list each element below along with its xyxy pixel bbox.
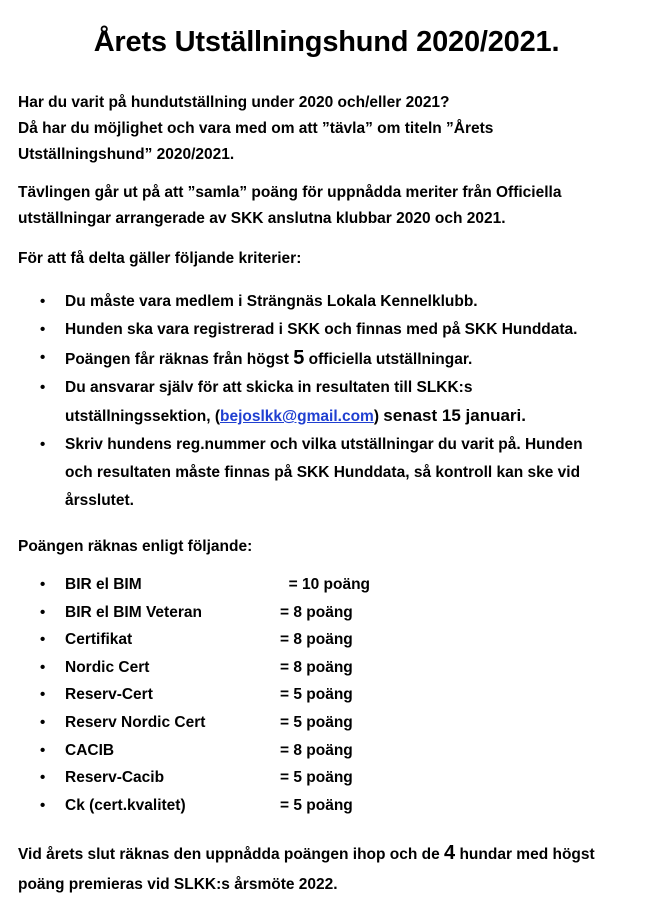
points-category: Nordic Cert: [65, 658, 150, 676]
criteria-text-line: [65, 402, 638, 431]
points-value: = 8 poäng: [280, 658, 353, 676]
bullet-icon: •: [40, 796, 46, 814]
criteria-text: ): [373, 408, 384, 425]
points-category: Reserv-Cacib: [65, 769, 165, 787]
intro-paragraph: [18, 90, 638, 168]
criteria-item: [18, 344, 638, 374]
bullet-icon: •: [40, 321, 46, 338]
points-value: = 5 poäng: [280, 713, 353, 731]
competition-line-2: utställningar arrangerade av SKK anslutna klubbar 2020 och 2021.: [18, 210, 506, 227]
criteria-text: Poängen får räknas från högst: [65, 351, 294, 368]
deadline-text: senast 15 januari.: [383, 406, 526, 425]
criteria-text: och resultaten måste finnas på SKK Hunddata, så kontroll kan ske vid: [65, 464, 581, 481]
criteria-text: Skriv hundens reg.nummer och vilka utställningar du varit på. Hunden: [65, 436, 583, 453]
criteria-text: årsslutet.: [65, 492, 134, 509]
bullet-icon: •: [40, 603, 46, 621]
points-category: BIR el BIM: [65, 576, 142, 593]
points-category: Ck (cert.kvalitet): [65, 796, 186, 814]
bullet-icon: •: [40, 686, 46, 704]
points-value: = 8 poäng: [280, 741, 353, 759]
closing-paragraph: [18, 838, 638, 900]
criteria-heading: För att få delta gäller följande kriterier:: [18, 250, 302, 267]
bullet-icon: •: [40, 349, 46, 366]
points-value: = 5 poäng: [280, 796, 353, 814]
bullet-icon: •: [40, 379, 46, 396]
points-row: [18, 599, 638, 627]
criteria-text: officiella utställningar.: [304, 351, 473, 368]
criteria-text: Du ansvarar själv för att skicka in resultaten till SLKK:s: [65, 379, 473, 396]
points-row: [18, 571, 638, 599]
points-value: = 8 poäng: [280, 603, 353, 621]
points-list: [18, 571, 638, 819]
bullet-icon: •: [40, 631, 46, 649]
max-shows-number: 5: [293, 347, 305, 369]
bullet-icon: •: [40, 658, 46, 676]
competition-line-1: Tävlingen går ut på att ”samla” poäng för uppnådda meriter från Officiella: [18, 184, 562, 201]
closing-line-2: poäng premieras vid SLKK:s årsmöte 2022.: [18, 876, 338, 893]
points-value: = 8 poäng: [280, 631, 353, 649]
criteria-text: utställningssektion, (: [65, 408, 221, 425]
email-link[interactable]: bejoslkk@gmail.com: [220, 408, 374, 425]
intro-line-1: Har du varit på hundutställning under 2020 och/eller 2021?: [18, 94, 450, 111]
closing-line-1: [18, 838, 638, 870]
bullet-icon: •: [40, 436, 46, 453]
points-category: Reserv Nordic Cert: [65, 713, 206, 731]
points-category: BIR el BIM Veteran: [65, 603, 202, 621]
points-row: [18, 792, 638, 820]
points-row: [18, 737, 638, 765]
points-category: CACIB: [65, 741, 115, 759]
points-row: [18, 709, 638, 737]
criteria-item: [18, 431, 638, 515]
top-dogs-number: 4: [444, 842, 456, 864]
competition-paragraph: [18, 180, 638, 232]
criteria-text: Hunden ska vara registrerad i SKK och finnas med på SKK Hunddata.: [65, 321, 578, 338]
criteria-item: [18, 374, 638, 431]
closing-text: hundar med högst: [455, 846, 595, 863]
bullet-icon: •: [40, 713, 46, 731]
bullet-icon: •: [40, 769, 46, 787]
points-category: Reserv-Cert: [65, 686, 153, 704]
criteria-item: [18, 316, 638, 344]
points-value: = 5 poäng: [280, 769, 353, 787]
criteria-list: [18, 288, 638, 515]
intro-line-2: Då har du möjlighet och vara med om att ”tävla” om titeln ”Årets: [18, 120, 494, 137]
bullet-icon: •: [40, 576, 46, 593]
points-row: [18, 654, 638, 682]
bullet-icon: •: [40, 293, 46, 310]
intro-line-3: Utställningshund” 2020/2021.: [18, 146, 235, 163]
points-category: Certifikat: [65, 631, 133, 649]
points-heading: Poängen räknas enligt följande:: [18, 538, 253, 555]
criteria-text: Du måste vara medlem i Strängnäs Lokala Kennelklubb.: [65, 293, 478, 310]
criteria-item: [18, 288, 638, 316]
closing-text: Vid årets slut räknas den uppnådda poängen ihop och de: [18, 846, 445, 863]
points-value: = 10 poäng: [280, 576, 371, 593]
points-value: = 5 poäng: [280, 686, 353, 704]
points-row: [18, 681, 638, 709]
points-row: [18, 764, 638, 792]
bullet-icon: •: [40, 741, 46, 759]
points-row: [18, 626, 638, 654]
page-title: Årets Utställningshund 2020/2021.: [93, 26, 560, 58]
